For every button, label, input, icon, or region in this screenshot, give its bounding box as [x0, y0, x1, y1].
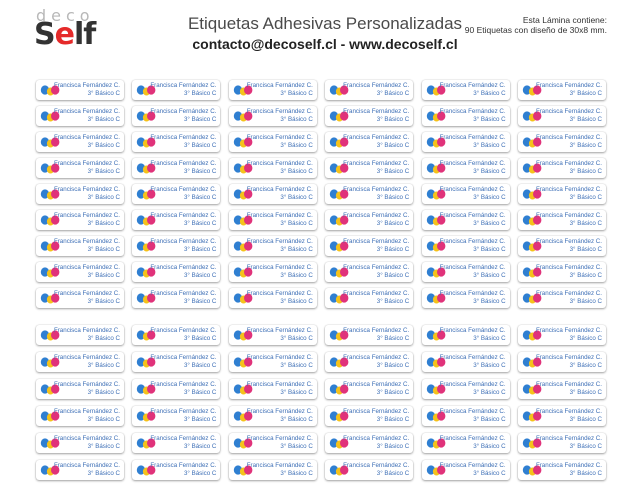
label-name-text: Francisca Fernández C.: [439, 108, 506, 115]
name-label: [518, 236, 606, 256]
label-name-text: Francisca Fernández C.: [150, 186, 217, 193]
label-grade-text: 3° Básico C: [280, 470, 313, 477]
name-label: [518, 406, 606, 426]
label-grade-text: 3° Básico C: [376, 443, 410, 450]
label-name-text: Francisca Fernández C.: [439, 264, 506, 271]
label-name-text: Francisca Fernández C.: [246, 435, 313, 442]
label-grade-text: 3° Básico C: [473, 272, 506, 279]
label-name-text: Francisca Fernández C.: [150, 82, 217, 89]
label-grade-text: 3° Básico C: [473, 335, 506, 342]
name-label: [36, 460, 124, 480]
label-grade-text: 3° Básico C: [569, 443, 602, 450]
label-grade-text: 3° Básico C: [569, 220, 602, 227]
label-name-text: Francisca Fernández C.: [246, 462, 313, 469]
label-grade-text: 3° Básico C: [87, 470, 120, 477]
name-label: [325, 262, 413, 282]
label-name-text: Francisca Fernández C.: [343, 381, 410, 388]
label-name-text: Francisca Fernández C.: [343, 435, 410, 442]
label-grade-text: 3° Básico C: [183, 220, 217, 227]
name-label: [325, 406, 413, 426]
name-label: [422, 158, 510, 178]
name-label: [325, 433, 413, 453]
name-label: [422, 325, 510, 345]
label-grade-text: 3° Básico C: [87, 416, 120, 423]
label-grade-text: 3° Básico C: [376, 90, 410, 97]
name-label: [132, 158, 220, 178]
name-label: [229, 325, 317, 345]
label-name-text: Francisca Fernández C.: [53, 290, 120, 297]
label-name-text: Francisca Fernández C.: [343, 186, 410, 193]
label-name-text: Francisca Fernández C.: [150, 238, 217, 245]
name-label: [36, 433, 124, 453]
name-label: [229, 433, 317, 453]
label-grade-text: 3° Básico C: [376, 116, 410, 123]
name-label: [132, 379, 220, 399]
label-name-text: Francisca Fernández C.: [535, 381, 602, 388]
name-label: [132, 406, 220, 426]
label-name-text: Francisca Fernández C.: [246, 238, 313, 245]
label-grade-text: 3° Básico C: [473, 220, 506, 227]
label-name-text: Francisca Fernández C.: [535, 327, 602, 334]
label-name-text: Francisca Fernández C.: [53, 108, 120, 115]
label-name-text: Francisca Fernández C.: [343, 238, 410, 245]
label-name-text: Francisca Fernández C.: [246, 290, 313, 297]
label-name-text: Francisca Fernández C.: [535, 264, 602, 271]
label-grade-text: 3° Básico C: [183, 246, 217, 253]
label-grade-text: 3° Básico C: [183, 335, 217, 342]
label-grade-text: 3° Básico C: [280, 116, 313, 123]
label-name-text: Francisca Fernández C.: [535, 408, 602, 415]
label-name-text: Francisca Fernández C.: [343, 462, 410, 469]
name-label: [325, 80, 413, 100]
label-grade-text: 3° Básico C: [280, 168, 313, 175]
label-grade-text: 3° Básico C: [473, 246, 506, 253]
name-label: [132, 132, 220, 152]
name-label: [518, 80, 606, 100]
label-name-text: Francisca Fernández C.: [535, 290, 602, 297]
name-label: [325, 379, 413, 399]
logo-deco-text: deco: [36, 6, 95, 25]
label-name-text: Francisca Fernández C.: [150, 435, 217, 442]
label-name-text: Francisca Fernández C.: [150, 381, 217, 388]
label-grade-text: 3° Básico C: [280, 335, 313, 342]
label-name-text: Francisca Fernández C.: [343, 82, 410, 89]
label-name-text: Francisca Fernández C.: [53, 264, 120, 271]
label-grade-text: 3° Básico C: [473, 389, 506, 396]
name-label: [518, 158, 606, 178]
label-name-text: Francisca Fernández C.: [535, 160, 602, 167]
label-grade-text: 3° Básico C: [376, 272, 410, 279]
label-grade-text: 3° Básico C: [569, 90, 602, 97]
label-name-text: Francisca Fernández C.: [53, 327, 120, 334]
label-grade-text: 3° Básico C: [376, 194, 410, 201]
label-name-text: Francisca Fernández C.: [439, 212, 506, 219]
label-grade-text: 3° Básico C: [569, 335, 602, 342]
label-sheet: [36, 80, 608, 490]
label-name-text: Francisca Fernández C.: [535, 134, 602, 141]
label-name-text: Francisca Fernández C.: [246, 212, 313, 219]
label-grade-text: 3° Básico C: [376, 335, 410, 342]
label-grade-text: 3° Básico C: [376, 416, 410, 423]
label-grade-text: 3° Básico C: [280, 416, 313, 423]
label-name-text: Francisca Fernández C.: [343, 108, 410, 115]
label-name-text: Francisca Fernández C.: [439, 160, 506, 167]
label-name-text: Francisca Fernández C.: [535, 108, 602, 115]
label-grade-text: 3° Básico C: [183, 389, 217, 396]
label-grade-text: 3° Básico C: [280, 362, 313, 369]
name-label: [132, 325, 220, 345]
label-name-text: Francisca Fernández C.: [439, 462, 506, 469]
label-grade-text: 3° Básico C: [280, 272, 313, 279]
label-grade-text: 3° Básico C: [473, 298, 506, 305]
name-label: [518, 325, 606, 345]
label-grade-text: 3° Básico C: [473, 116, 506, 123]
label-grade-text: 3° Básico C: [473, 470, 506, 477]
label-name-text: Francisca Fernández C.: [343, 134, 410, 141]
label-name-text: Francisca Fernández C.: [439, 290, 506, 297]
label-name-text: Francisca Fernández C.: [535, 238, 602, 245]
name-label: [36, 132, 124, 152]
name-label: [36, 106, 124, 126]
label-name-text: Francisca Fernández C.: [343, 160, 410, 167]
name-label: [325, 158, 413, 178]
label-grade-text: 3° Básico C: [569, 194, 602, 201]
label-grade-text: 3° Básico C: [376, 389, 410, 396]
name-label: [132, 210, 220, 230]
name-label: [325, 352, 413, 372]
label-name-text: Francisca Fernández C.: [535, 82, 602, 89]
name-label: [229, 352, 317, 372]
label-grade-text: 3° Básico C: [473, 194, 506, 201]
label-grade-text: 3° Básico C: [473, 142, 506, 149]
name-label: [422, 236, 510, 256]
label-grade-text: 3° Básico C: [376, 220, 410, 227]
label-grade-text: 3° Básico C: [473, 168, 506, 175]
label-name-text: Francisca Fernández C.: [150, 354, 217, 361]
label-name-text: Francisca Fernández C.: [246, 408, 313, 415]
name-label: [132, 236, 220, 256]
name-label: [422, 379, 510, 399]
label-grade-text: 3° Básico C: [569, 142, 602, 149]
label-name-text: Francisca Fernández C.: [53, 212, 120, 219]
name-label: [422, 262, 510, 282]
label-grade-text: 3° Básico C: [569, 246, 602, 253]
name-label: [422, 406, 510, 426]
label-grade-text: 3° Básico C: [376, 298, 410, 305]
name-label: [132, 80, 220, 100]
label-grade-text: 3° Básico C: [87, 90, 120, 97]
label-grade-text: 3° Básico C: [280, 246, 313, 253]
label-grade-text: 3° Básico C: [183, 443, 217, 450]
label-grade-text: 3° Básico C: [473, 443, 506, 450]
label-name-text: Francisca Fernández C.: [439, 327, 506, 334]
label-grade-text: 3° Básico C: [87, 116, 120, 123]
label-grade-text: 3° Básico C: [280, 298, 313, 305]
label-name-text: Francisca Fernández C.: [150, 160, 217, 167]
label-grade-text: 3° Básico C: [183, 194, 217, 201]
label-grade-text: 3° Básico C: [376, 470, 410, 477]
label-name-text: Francisca Fernández C.: [150, 290, 217, 297]
label-grade-text: 3° Básico C: [569, 272, 602, 279]
label-grade-text: 3° Básico C: [569, 168, 602, 175]
name-label: [518, 288, 606, 308]
name-label: [36, 379, 124, 399]
name-label: [422, 184, 510, 204]
label-name-text: Francisca Fernández C.: [343, 327, 410, 334]
name-label: [132, 288, 220, 308]
label-grade-text: 3° Básico C: [87, 272, 120, 279]
name-label: [518, 132, 606, 152]
logo-self-text: Self: [34, 17, 96, 52]
name-label: [36, 210, 124, 230]
name-label: [36, 158, 124, 178]
label-name-text: Francisca Fernández C.: [246, 82, 313, 89]
name-label: [422, 288, 510, 308]
name-label: [229, 288, 317, 308]
label-name-text: Francisca Fernández C.: [53, 82, 120, 89]
label-name-text: Francisca Fernández C.: [343, 264, 410, 271]
label-name-text: Francisca Fernández C.: [246, 186, 313, 193]
name-label: [229, 106, 317, 126]
label-grade-text: 3° Básico C: [280, 194, 313, 201]
name-label: [132, 106, 220, 126]
name-label: [422, 210, 510, 230]
label-grade-text: 3° Básico C: [87, 168, 120, 175]
name-label: [325, 106, 413, 126]
label-grade-text: 3° Básico C: [569, 298, 602, 305]
label-grade-text: 3° Básico C: [473, 362, 506, 369]
name-label: [325, 325, 413, 345]
label-name-text: Francisca Fernández C.: [53, 462, 120, 469]
name-label: [518, 352, 606, 372]
name-label: [422, 433, 510, 453]
label-name-text: Francisca Fernández C.: [53, 408, 120, 415]
label-name-text: Francisca Fernández C.: [53, 238, 120, 245]
label-grade-text: 3° Básico C: [87, 335, 120, 342]
label-name-text: Francisca Fernández C.: [439, 435, 506, 442]
name-label: [36, 352, 124, 372]
label-name-text: Francisca Fernández C.: [343, 408, 410, 415]
label-grade-text: 3° Básico C: [87, 443, 120, 450]
label-grade-text: 3° Básico C: [376, 362, 410, 369]
name-label: [132, 184, 220, 204]
label-grade-text: 3° Básico C: [473, 90, 506, 97]
label-name-text: Francisca Fernández C.: [53, 160, 120, 167]
label-grade-text: 3° Básico C: [280, 443, 313, 450]
name-label: [422, 352, 510, 372]
label-name-text: Francisca Fernández C.: [246, 354, 313, 361]
name-label: [229, 262, 317, 282]
label-name-text: Francisca Fernández C.: [150, 212, 217, 219]
label-name-text: Francisca Fernández C.: [439, 408, 506, 415]
label-name-text: Francisca Fernández C.: [246, 381, 313, 388]
name-label: [325, 210, 413, 230]
label-name-text: Francisca Fernández C.: [150, 408, 217, 415]
label-grade-text: 3° Básico C: [569, 470, 602, 477]
label-name-text: Francisca Fernández C.: [53, 381, 120, 388]
label-grade-text: 3° Básico C: [473, 416, 506, 423]
label-name-text: Francisca Fernández C.: [246, 108, 313, 115]
label-grade-text: 3° Básico C: [376, 168, 410, 175]
label-name-text: Francisca Fernández C.: [150, 134, 217, 141]
name-label: [229, 184, 317, 204]
name-label: [229, 236, 317, 256]
name-label: [422, 132, 510, 152]
name-label: [36, 262, 124, 282]
name-label: [325, 460, 413, 480]
label-name-text: Francisca Fernández C.: [53, 134, 120, 141]
name-label: [325, 288, 413, 308]
name-label: [36, 288, 124, 308]
label-name-text: Francisca Fernández C.: [439, 354, 506, 361]
name-label: [518, 106, 606, 126]
name-label: [36, 406, 124, 426]
sheet-info-line2: 90 Etiquetas con diseño de 30x8 mm.: [464, 25, 607, 35]
name-label: [229, 132, 317, 152]
label-name-text: Francisca Fernández C.: [343, 212, 410, 219]
label-grade-text: 3° Básico C: [569, 116, 602, 123]
label-name-text: Francisca Fernández C.: [150, 264, 217, 271]
label-grade-text: 3° Básico C: [183, 470, 217, 477]
label-name-text: Francisca Fernández C.: [343, 290, 410, 297]
label-grade-text: 3° Básico C: [183, 90, 217, 97]
label-grade-text: 3° Básico C: [280, 90, 313, 97]
name-label: [132, 262, 220, 282]
label-name-text: Francisca Fernández C.: [535, 435, 602, 442]
name-label: [518, 379, 606, 399]
label-grade-text: 3° Básico C: [87, 220, 120, 227]
label-grade-text: 3° Básico C: [183, 142, 217, 149]
label-name-text: Francisca Fernández C.: [246, 264, 313, 271]
label-grade-text: 3° Básico C: [87, 362, 120, 369]
label-grade-text: 3° Básico C: [87, 389, 120, 396]
name-label: [422, 80, 510, 100]
name-label: [132, 433, 220, 453]
name-label: [36, 80, 124, 100]
label-grade-text: 3° Básico C: [183, 168, 217, 175]
label-grade-text: 3° Básico C: [376, 246, 410, 253]
label-name-text: Francisca Fernández C.: [53, 186, 120, 193]
name-label: [229, 379, 317, 399]
label-name-text: Francisca Fernández C.: [246, 327, 313, 334]
sheet-info-line1: Esta Lámina contiene:: [522, 15, 607, 25]
name-label: [229, 158, 317, 178]
label-grade-text: 3° Básico C: [87, 142, 120, 149]
label-name-text: Francisca Fernández C.: [439, 134, 506, 141]
name-label: [36, 184, 124, 204]
decoself-logo: [34, 6, 144, 54]
name-label: [229, 80, 317, 100]
label-name-text: Francisca Fernández C.: [150, 462, 217, 469]
label-grade-text: 3° Básico C: [569, 362, 602, 369]
name-label: [132, 352, 220, 372]
name-label: [229, 460, 317, 480]
name-label: [229, 406, 317, 426]
label-name-text: Francisca Fernández C.: [246, 134, 313, 141]
name-label: [132, 460, 220, 480]
name-label: [518, 210, 606, 230]
label-name-text: Francisca Fernández C.: [150, 108, 217, 115]
label-grade-text: 3° Básico C: [183, 116, 217, 123]
label-grade-text: 3° Básico C: [183, 298, 217, 305]
name-label: [325, 184, 413, 204]
label-name-text: Francisca Fernández C.: [439, 238, 506, 245]
page-title: Etiquetas Adhesivas Personalizadas: [187, 14, 463, 33]
label-name-text: Francisca Fernández C.: [535, 462, 602, 469]
label-name-text: Francisca Fernández C.: [535, 186, 602, 193]
label-name-text: Francisca Fernández C.: [53, 354, 120, 361]
label-grade-text: 3° Básico C: [280, 389, 313, 396]
name-label: [518, 460, 606, 480]
label-name-text: Francisca Fernández C.: [53, 435, 120, 442]
name-label: [518, 433, 606, 453]
label-grade-text: 3° Básico C: [280, 220, 313, 227]
label-name-text: Francisca Fernández C.: [343, 354, 410, 361]
name-label: [325, 132, 413, 152]
label-grade-text: 3° Básico C: [87, 246, 120, 253]
name-label: [36, 236, 124, 256]
name-label: [422, 106, 510, 126]
name-label: [36, 325, 124, 345]
label-name-text: Francisca Fernández C.: [535, 354, 602, 361]
contact-line: contacto@decoself.cl - www.decoself.cl: [192, 36, 458, 52]
sheet-info: [465, 15, 607, 35]
label-grade-text: 3° Básico C: [183, 272, 217, 279]
label-name-text: Francisca Fernández C.: [439, 381, 506, 388]
label-grade-text: 3° Básico C: [280, 142, 313, 149]
name-label: [325, 236, 413, 256]
label-grade-text: 3° Básico C: [569, 389, 602, 396]
label-name-text: Francisca Fernández C.: [246, 160, 313, 167]
name-label: [518, 184, 606, 204]
label-grade-text: 3° Básico C: [87, 298, 120, 305]
label-name-text: Francisca Fernández C.: [535, 212, 602, 219]
name-label: [518, 262, 606, 282]
label-grade-text: 3° Básico C: [183, 416, 217, 423]
label-grade-text: 3° Básico C: [569, 416, 602, 423]
label-name-text: Francisca Fernández C.: [150, 327, 217, 334]
label-name-text: Francisca Fernández C.: [439, 186, 506, 193]
label-name-text: Francisca Fernández C.: [439, 82, 506, 89]
name-label: [422, 460, 510, 480]
name-label: [229, 210, 317, 230]
label-grade-text: 3° Básico C: [183, 362, 217, 369]
label-grade-text: 3° Básico C: [87, 194, 120, 201]
label-grade-text: 3° Básico C: [376, 142, 410, 149]
